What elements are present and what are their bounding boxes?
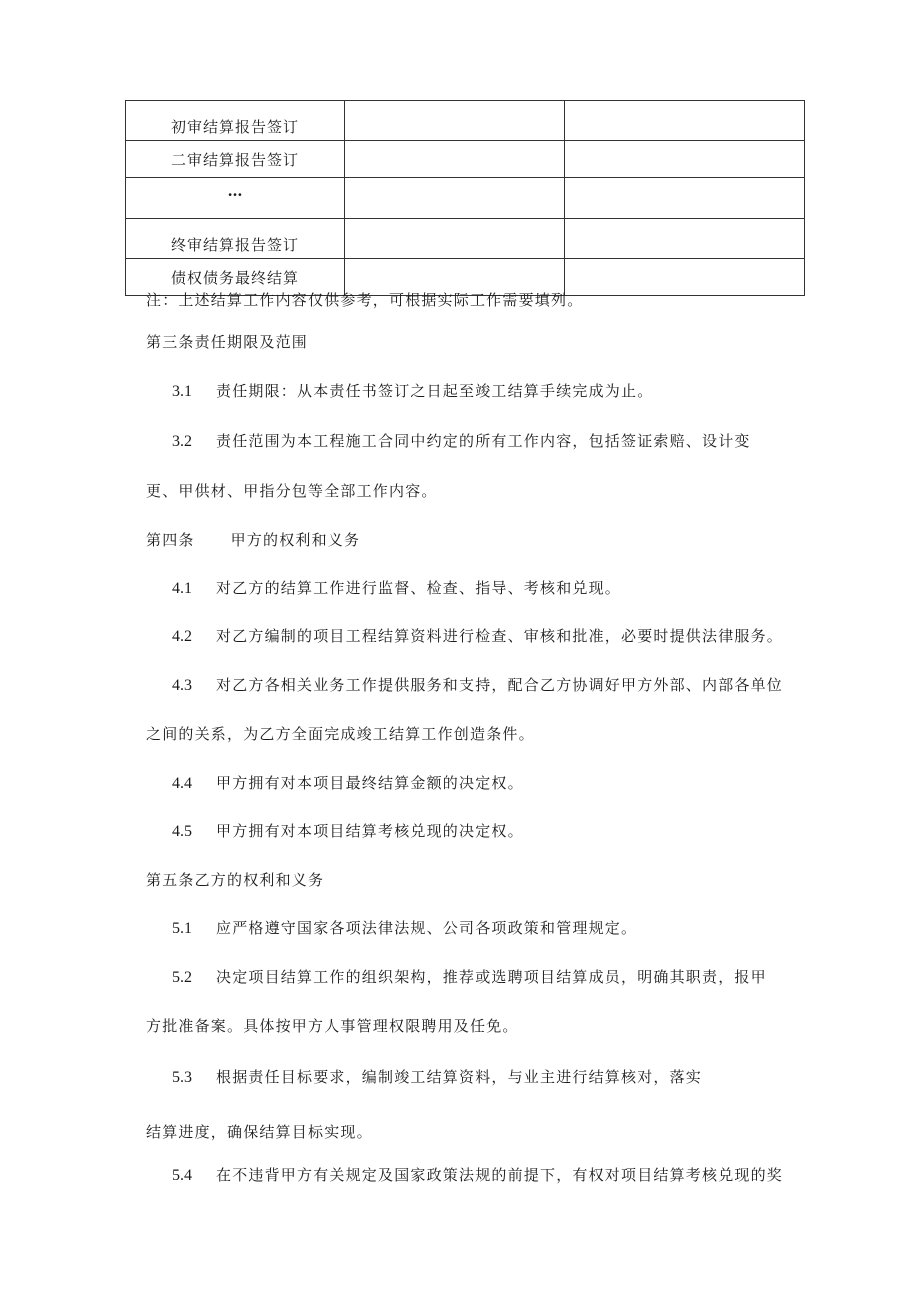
clause-3-2 (172, 431, 751, 452)
clause-number: 4.2 (172, 628, 192, 645)
clause-text: 在不违背甲方有关规定及国家政策法规的前提下，有权对项目结算考核兑现的奖 (216, 1166, 784, 1184)
clause-number: 4.1 (172, 580, 192, 597)
table-cell (345, 219, 565, 259)
clause-4-5 (172, 821, 524, 842)
clause-number: 3.1 (172, 383, 192, 400)
clause-text: 对乙方的结算工作进行监督、检查、指导、考核和兑现。 (216, 579, 622, 597)
clause-5-3-continuation: 结算进度，确保结算目标实现。 (146, 1123, 373, 1141)
clause-text: 对乙方编制的项目工程结算资料进行检查、审核和批准，必要时提供法律服务。 (216, 627, 784, 645)
clause-text: 责任期限：从本责任书签订之日起至竣工结算手续完成为止。 (216, 382, 654, 400)
table-row (126, 141, 805, 178)
clause-number: 5.2 (172, 969, 192, 986)
clause-number: 4.3 (172, 677, 192, 694)
clause-text: 决定项目结算工作的组织架构，推荐或选聘项目结算成员，明确其职责，报甲 (216, 968, 767, 986)
table-cell (565, 178, 805, 219)
clause-number: 4.5 (172, 823, 192, 840)
clause-number: 3.2 (172, 433, 192, 450)
article-5-heading: 第五条乙方的权利和义务 (146, 871, 325, 889)
clause-5-2-continuation: 方批准备案。具体按甲方人事管理权限聘用及任免。 (146, 1017, 519, 1035)
row-label: 终审结算报告签订 (126, 219, 345, 259)
clause-5-3 (172, 1067, 702, 1088)
clause-5-4 (172, 1165, 783, 1186)
article-4-title: 甲方的权利和义务 (230, 531, 361, 549)
clause-3-1 (172, 381, 653, 402)
clause-3-2-continuation: 更、甲供材、甲指分包等全部工作内容。 (146, 482, 438, 500)
table-row (126, 219, 805, 259)
table-cell (565, 141, 805, 178)
table-cell (345, 178, 565, 219)
clause-text: 应严格遵守国家各项法律法规、公司各项政策和管理规定。 (216, 919, 638, 937)
table-note: 注：上述结算工作内容仅供参考，可根据实际工作需要填列。 (146, 291, 584, 309)
clause-4-3-continuation: 之间的关系，为乙方全面完成竣工结算工作创造条件。 (146, 725, 535, 743)
clause-5-1 (172, 918, 637, 939)
clause-text: 甲方拥有对本项目最终结算金额的决定权。 (216, 774, 524, 792)
clause-number: 4.4 (172, 775, 192, 792)
clause-4-3 (172, 675, 783, 696)
article-4-heading (146, 530, 360, 550)
clause-4-2 (172, 626, 783, 647)
article-3-heading: 第三条责任期限及范围 (146, 333, 309, 351)
clause-5-2 (172, 967, 767, 988)
clause-number: 5.1 (172, 920, 192, 937)
article-4-number: 第四条 (146, 531, 195, 549)
clause-text: 根据责任目标要求，编制竣工结算资料，与业主进行结算核对，落实 (216, 1068, 703, 1086)
table-cell (345, 101, 565, 141)
row-label: … (126, 178, 345, 219)
table-row (126, 101, 805, 141)
clause-number: 5.3 (172, 1069, 192, 1086)
table-cell (565, 219, 805, 259)
row-label: 债权债务最终结算 (126, 259, 345, 296)
row-label: 二审结算报告签订 (126, 141, 345, 178)
table-cell (565, 101, 805, 141)
table-row (126, 178, 805, 219)
settlement-table (125, 100, 805, 296)
clause-4-4 (172, 773, 524, 794)
clause-4-1 (172, 578, 621, 599)
clause-text: 责任范围为本工程施工合同中约定的所有工作内容，包括签证索赔、设计变 (216, 432, 751, 450)
table-cell (565, 259, 805, 296)
row-label: 初审结算报告签订 (126, 101, 345, 141)
table-cell (345, 141, 565, 178)
clause-text: 对乙方各相关业务工作提供服务和支持，配合乙方协调好甲方外部、内部各单位 (216, 676, 784, 694)
clause-number: 5.4 (172, 1167, 192, 1184)
clause-text: 甲方拥有对本项目结算考核兑现的决定权。 (216, 822, 524, 840)
